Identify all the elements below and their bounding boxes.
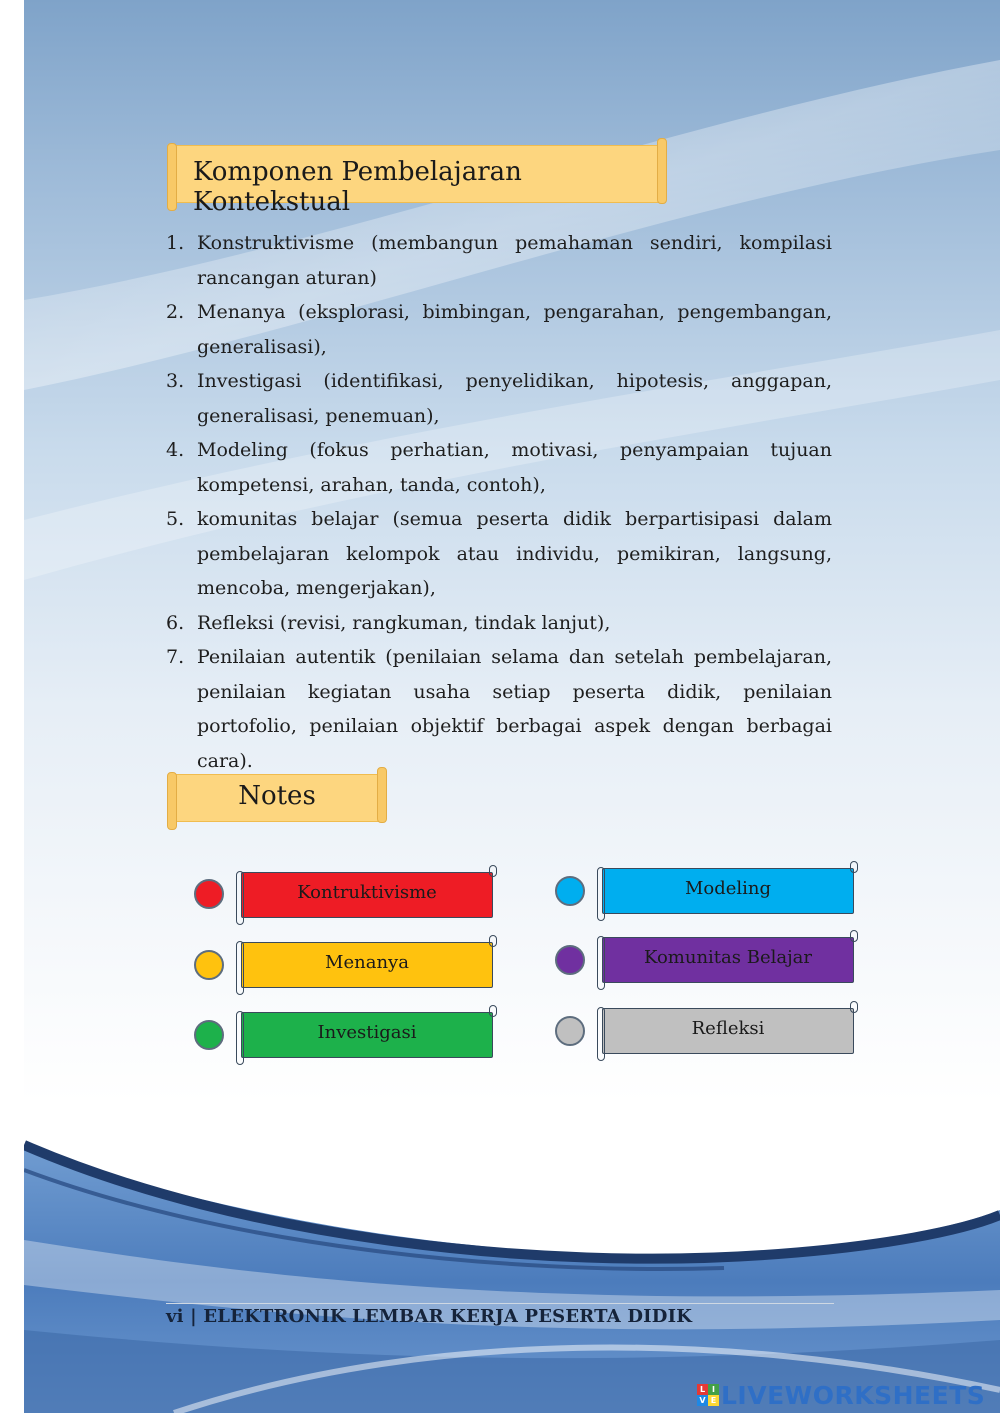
drop-target-circle[interactable] xyxy=(555,1016,585,1046)
watermark-text: LIVEWORKSHEETS xyxy=(721,1380,986,1410)
logo-letter: E xyxy=(708,1395,719,1406)
item-number: 3. xyxy=(166,370,185,392)
scroll-roll-right xyxy=(850,861,858,873)
item-number: 1. xyxy=(166,232,185,254)
list-item xyxy=(166,364,832,433)
item-text: komunitas belajar (semua peserta didik berpartisipasi dalam pembelajaran kelompok atau individu, pemikiran, langsung, mencoba, mengerjakan), xyxy=(197,508,832,599)
notes-banner xyxy=(170,774,384,822)
note-label-modeling[interactable] xyxy=(602,868,854,914)
list-item xyxy=(166,295,832,364)
logo-letter: V xyxy=(697,1395,708,1406)
item-text: Refleksi (revisi, rangkuman, tindak lanjut), xyxy=(197,611,611,634)
drop-target-circle[interactable] xyxy=(194,950,224,980)
item-number: 2. xyxy=(166,301,185,323)
list-item xyxy=(166,226,832,295)
scroll-roll-right xyxy=(850,930,858,942)
list-item xyxy=(166,606,832,641)
page-title: Komponen Pembelajaran Kontekstual xyxy=(193,157,522,217)
notes-title: Notes xyxy=(238,781,316,811)
item-number: 6. xyxy=(166,611,185,634)
drop-target-circle[interactable] xyxy=(194,879,224,909)
drop-target-circle[interactable] xyxy=(555,945,585,975)
list-item xyxy=(166,640,832,778)
note-label-text: Investigasi xyxy=(317,1022,417,1043)
component-list xyxy=(166,226,832,778)
item-text: Modeling (fokus perhatian, motivasi, penyampaian tujuan kompetensi, arahan, tanda, contoh), xyxy=(197,439,832,496)
item-text: Investigasi (identifikasi, penyelidikan, hipotesis, anggapan, generalisasi, penemuan), xyxy=(197,370,832,427)
scroll-roll-right xyxy=(489,865,497,877)
scroll-roll-left xyxy=(167,143,177,211)
note-label-text: Komunitas Belajar xyxy=(643,947,813,968)
note-label-menanya[interactable] xyxy=(241,942,493,988)
note-label-komunitas-belajar[interactable] xyxy=(602,937,854,983)
note-label-text: Kontruktivisme xyxy=(297,882,437,903)
item-number: 7. xyxy=(166,646,185,668)
item-text: Menanya (eksplorasi, bimbingan, pengarahan, pengembangan, generalisasi), xyxy=(197,301,832,358)
drop-target-circle[interactable] xyxy=(555,876,585,906)
note-label-text: Refleksi xyxy=(691,1018,765,1039)
scroll-roll-right xyxy=(489,935,497,947)
item-number: 5. xyxy=(166,508,185,530)
item-text: Konstruktivisme (membangun pemahaman sendiri, kompilasi rancangan aturan) xyxy=(197,232,832,289)
note-label-text: Menanya xyxy=(325,952,409,973)
list-item xyxy=(166,502,832,606)
item-text: Penilaian autentik (penilaian selama dan setelah pembelajaran, penilaian kegiatan usaha setiap peserta didik, penilaian portofolio, penilaian objektif berbagai aspek dengan berbagai cara). xyxy=(197,646,832,772)
note-label-investigasi[interactable] xyxy=(241,1012,493,1058)
footer-text: vi | ELEKTRONIK LEMBAR KERJA PESERTA DIDIK xyxy=(166,1306,693,1327)
footer-divider xyxy=(166,1303,834,1304)
scroll-roll-right xyxy=(850,1001,858,1013)
logo-letter: I xyxy=(708,1384,719,1395)
note-label-refleksi[interactable] xyxy=(602,1008,854,1054)
title-banner xyxy=(170,145,664,217)
logo-letter: L xyxy=(697,1384,708,1395)
item-number: 4. xyxy=(166,439,185,461)
note-label-text: Modeling xyxy=(684,878,772,899)
note-label-kontruktivisme[interactable] xyxy=(241,872,493,918)
liveworksheets-logo-icon xyxy=(697,1384,719,1406)
list-item xyxy=(166,433,832,502)
liveworksheets-watermark xyxy=(697,1378,985,1412)
drop-target-circle[interactable] xyxy=(194,1020,224,1050)
scroll-roll-right xyxy=(489,1005,497,1017)
